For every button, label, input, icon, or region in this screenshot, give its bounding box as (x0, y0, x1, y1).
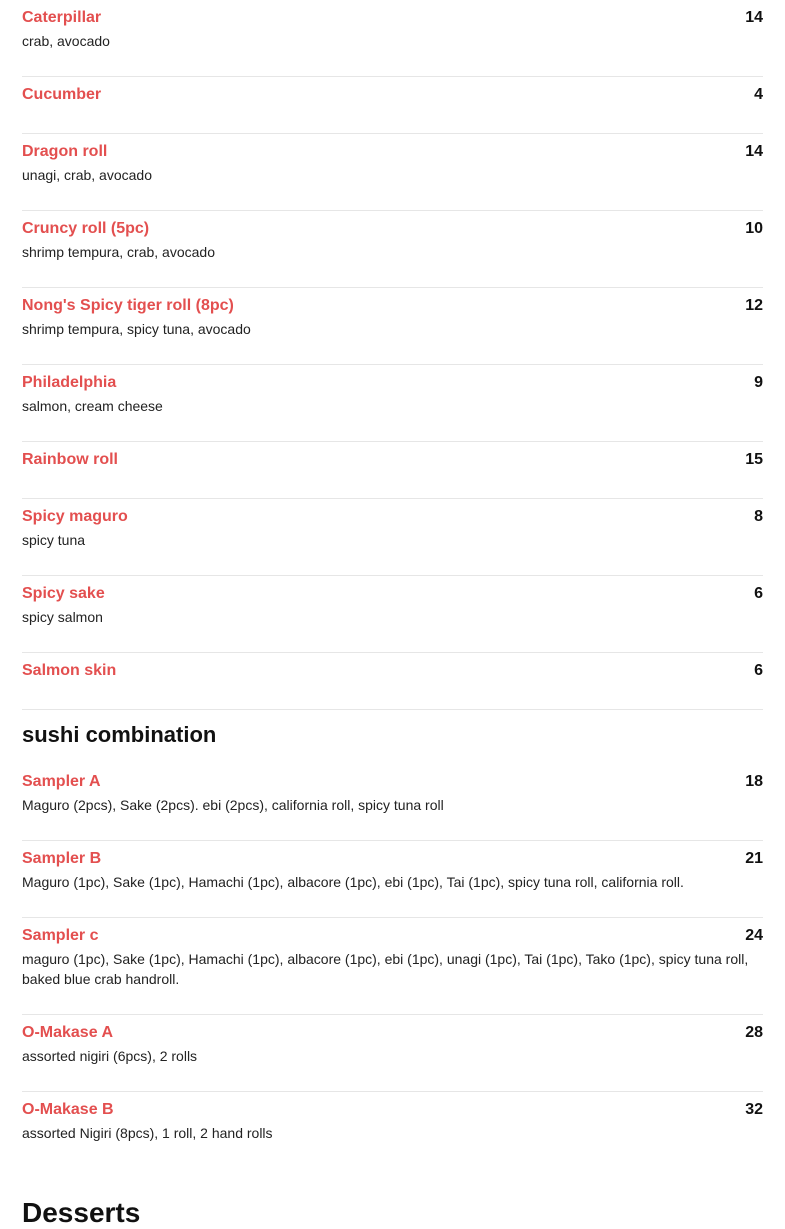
rolls-list (22, 0, 763, 710)
item-name[interactable]: Dragon roll (22, 143, 108, 160)
menu-item[interactable] (22, 1092, 763, 1169)
item-price: 32 (745, 1101, 763, 1118)
item-price: 14 (745, 9, 763, 26)
menu-item[interactable] (22, 211, 763, 288)
item-name[interactable]: Sampler A (22, 773, 101, 790)
item-price: 21 (745, 850, 763, 867)
menu-item[interactable] (22, 764, 763, 841)
item-name[interactable]: Rainbow roll (22, 451, 118, 468)
menu-item[interactable] (22, 442, 763, 499)
item-price: 10 (745, 220, 763, 237)
item-price: 6 (754, 585, 763, 602)
section-title-desserts: Desserts (22, 1197, 141, 1228)
item-name[interactable]: O-Makase A (22, 1024, 113, 1041)
menu-item[interactable] (22, 1015, 763, 1092)
menu-item[interactable] (22, 77, 763, 134)
menu-item[interactable] (22, 0, 763, 77)
menu-item[interactable] (22, 499, 763, 576)
item-description: salmon, cream cheese (22, 398, 163, 414)
item-description: maguro (1pc), Sake (1pc), Hamachi (1pc), albacore (1pc), ebi (1pc), unagi (1pc), Tai (1pc), Tako (1pc), spicy tuna roll, baked blue crab handroll. (22, 951, 749, 987)
item-name[interactable]: O-Makase B (22, 1101, 114, 1118)
item-name[interactable]: Spicy maguro (22, 508, 128, 525)
item-description: assorted Nigiri (8pcs), 1 roll, 2 hand rolls (22, 1125, 273, 1141)
item-name[interactable]: Salmon skin (22, 662, 117, 679)
item-price: 24 (745, 927, 763, 944)
menu-item[interactable] (22, 841, 763, 918)
item-price: 4 (754, 86, 763, 103)
item-description: Maguro (1pc), Sake (1pc), Hamachi (1pc), albacore (1pc), ebi (1pc), Tai (1pc), spicy tuna roll, california roll. (22, 874, 684, 890)
item-name[interactable]: Sampler B (22, 850, 102, 867)
item-price: 12 (745, 297, 763, 314)
item-description: spicy tuna (22, 532, 86, 548)
item-name[interactable]: Caterpillar (22, 9, 102, 26)
menu-item[interactable] (22, 365, 763, 442)
combination-list (22, 764, 763, 1169)
item-price: 15 (745, 451, 763, 468)
item-description: unagi, crab, avocado (22, 167, 152, 183)
item-name[interactable]: Spicy sake (22, 585, 105, 602)
menu-item[interactable] (22, 576, 763, 653)
menu-item[interactable] (22, 288, 763, 365)
item-description: crab, avocado (22, 33, 110, 49)
menu-item[interactable] (22, 134, 763, 211)
item-description: shrimp tempura, crab, avocado (22, 244, 215, 260)
item-name[interactable]: Sampler c (22, 927, 99, 944)
section-title-sushi-combination: sushi combination (22, 722, 217, 747)
item-description: shrimp tempura, spicy tuna, avocado (22, 321, 251, 337)
item-price: 6 (754, 662, 763, 679)
item-price: 28 (745, 1024, 763, 1041)
item-description: spicy salmon (22, 609, 103, 625)
menu-item[interactable] (22, 918, 763, 1015)
item-price: 18 (745, 773, 763, 790)
item-name[interactable]: Cucumber (22, 86, 102, 103)
item-name[interactable]: Philadelphia (22, 374, 117, 391)
item-price: 8 (754, 508, 763, 525)
menu-page (22, 0, 763, 1229)
item-description: Maguro (2pcs), Sake (2pcs). ebi (2pcs), california roll, spicy tuna roll (22, 797, 444, 813)
item-name[interactable]: Nong's Spicy tiger roll (8pc) (22, 297, 234, 314)
item-name[interactable]: Cruncy roll (5pc) (22, 220, 150, 237)
menu-item[interactable] (22, 653, 763, 710)
item-price: 9 (754, 374, 763, 391)
item-description: assorted nigiri (6pcs), 2 rolls (22, 1048, 198, 1064)
item-price: 14 (745, 143, 763, 160)
